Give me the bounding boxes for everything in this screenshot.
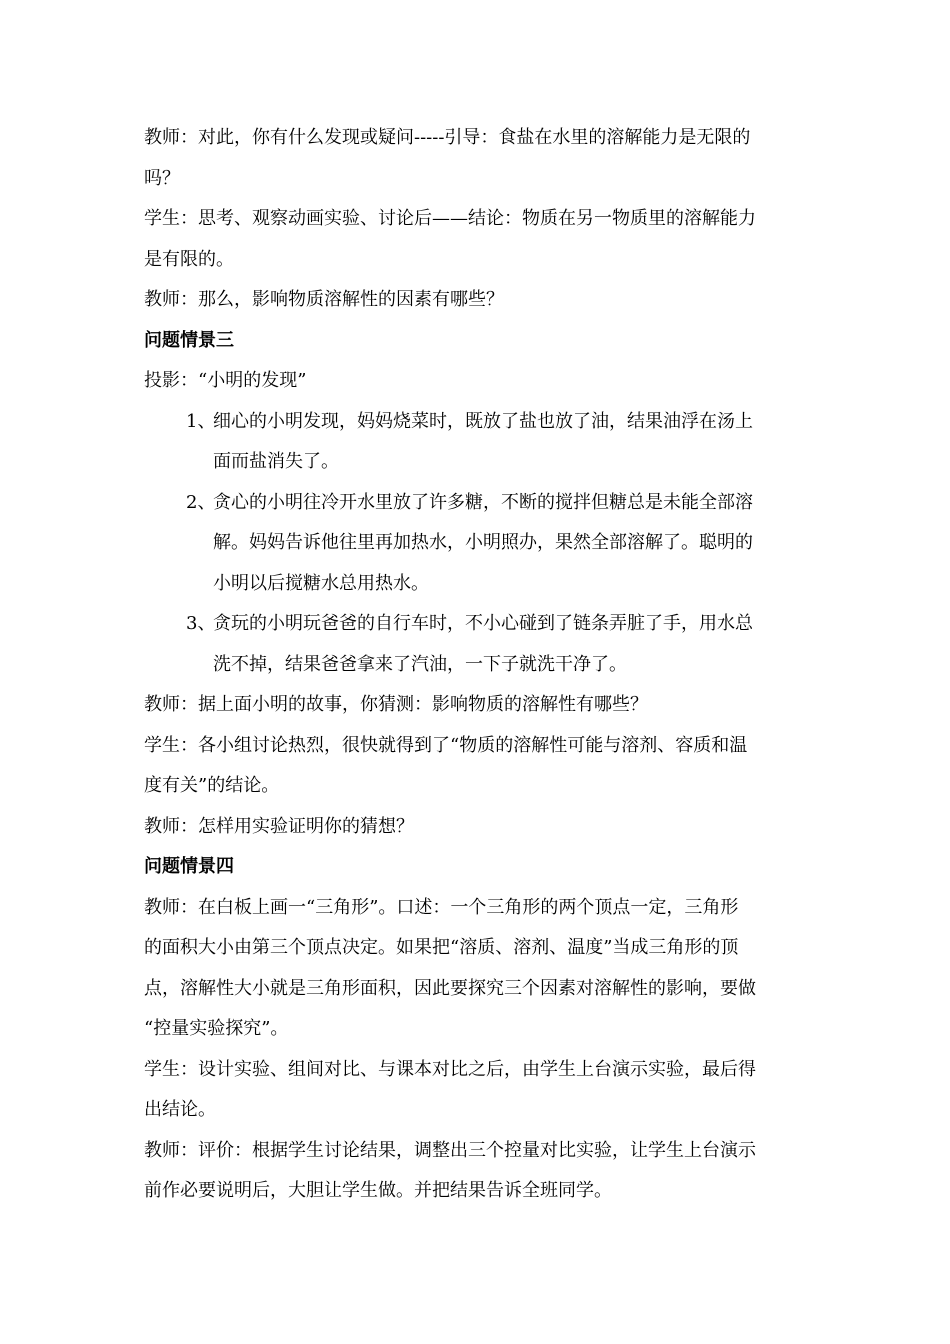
section-heading: 问题情景四 bbox=[144, 856, 234, 877]
paragraph-line: 吗？ bbox=[144, 167, 180, 189]
paragraph-line: 点，溶解性大小就是三角形面积，因此要探究三个因素对溶解性的影响，要做 bbox=[144, 977, 756, 999]
list-item-number: 1、 bbox=[186, 410, 216, 432]
paragraph-line: “控量实验探究”。 bbox=[144, 1018, 289, 1039]
paragraph-line: 教师：在白板上画一“三角形”。口述：一个三角形的两个顶点一定，三角形 bbox=[144, 896, 739, 918]
paragraph-line: 学生：思考、观察动画实验、讨论后——结论：物质在另一物质里的溶解能力 bbox=[144, 208, 756, 229]
list-item-number: 3、 bbox=[186, 613, 216, 634]
paragraph-line: 投影：“小明的发现” bbox=[144, 370, 307, 391]
paragraph-line: 前作必要说明后，大胆让学生做。并把结果告诉全班同学。 bbox=[144, 1180, 612, 1201]
list-item bbox=[186, 483, 809, 524]
list-item-text: 贪玩的小明玩爸爸的自行车时，不小心碰到了链条弄脏了手，用水总 bbox=[213, 613, 753, 634]
paragraph-line: 教师：据上面小明的故事，你猜测：影响物质的溶解性有哪些？ bbox=[144, 694, 648, 715]
list-item-number: 2、 bbox=[186, 491, 216, 513]
list-item-continuation: 洗不掉，结果爸爸拿来了汽油，一下子就洗干净了。 bbox=[213, 653, 627, 675]
list-item-continuation: 面而盐消失了。 bbox=[213, 451, 339, 472]
paragraph-line: 教师：对此，你有什么发现或疑问-----引导：食盐在水里的溶解能力是无限的 bbox=[144, 127, 751, 148]
list-item bbox=[186, 604, 809, 645]
paragraph-line: 教师：评价：根据学生讨论结果，调整出三个控量对比实验，让学生上台演示 bbox=[144, 1139, 756, 1161]
paragraph-line: 学生：各小组讨论热烈，很快就得到了“物质的溶解性可能与溶剂、容质和温 bbox=[144, 734, 748, 756]
paragraph-line: 学生：设计实验、组间对比、与课本对比之后，由学生上台演示实验，最后得 bbox=[144, 1058, 756, 1080]
section-heading: 问题情景三 bbox=[144, 329, 234, 351]
list-item bbox=[186, 402, 809, 443]
list-item-text: 细心的小明发现，妈妈烧菜时，既放了盐也放了油，结果油浮在汤上 bbox=[213, 410, 753, 432]
paragraph-line: 是有限的。 bbox=[144, 248, 234, 270]
list-item-continuation: 解。妈妈告诉他往里再加热水，小明照办，果然全部溶解了。聪明的 bbox=[213, 532, 753, 553]
document-page bbox=[144, 118, 809, 1212]
paragraph-line: 教师：那么，影响物质溶解性的因素有哪些？ bbox=[144, 289, 504, 310]
list-item-text: 贪心的小明往冷开水里放了许多糖，不断的搅拌但糖总是未能全部溶 bbox=[213, 491, 753, 513]
list-item-continuation: 小明以后搅糖水总用热水。 bbox=[213, 572, 429, 594]
paragraph-line: 出结论。 bbox=[144, 1099, 216, 1120]
paragraph-line: 度有关”的结论。 bbox=[144, 775, 280, 796]
paragraph-line: 的面积大小由第三个顶点决定。如果把“溶质、溶剂、温度”当成三角形的顶 bbox=[144, 937, 739, 958]
paragraph-line: 教师：怎样用实验证明你的猜想？ bbox=[144, 815, 414, 837]
